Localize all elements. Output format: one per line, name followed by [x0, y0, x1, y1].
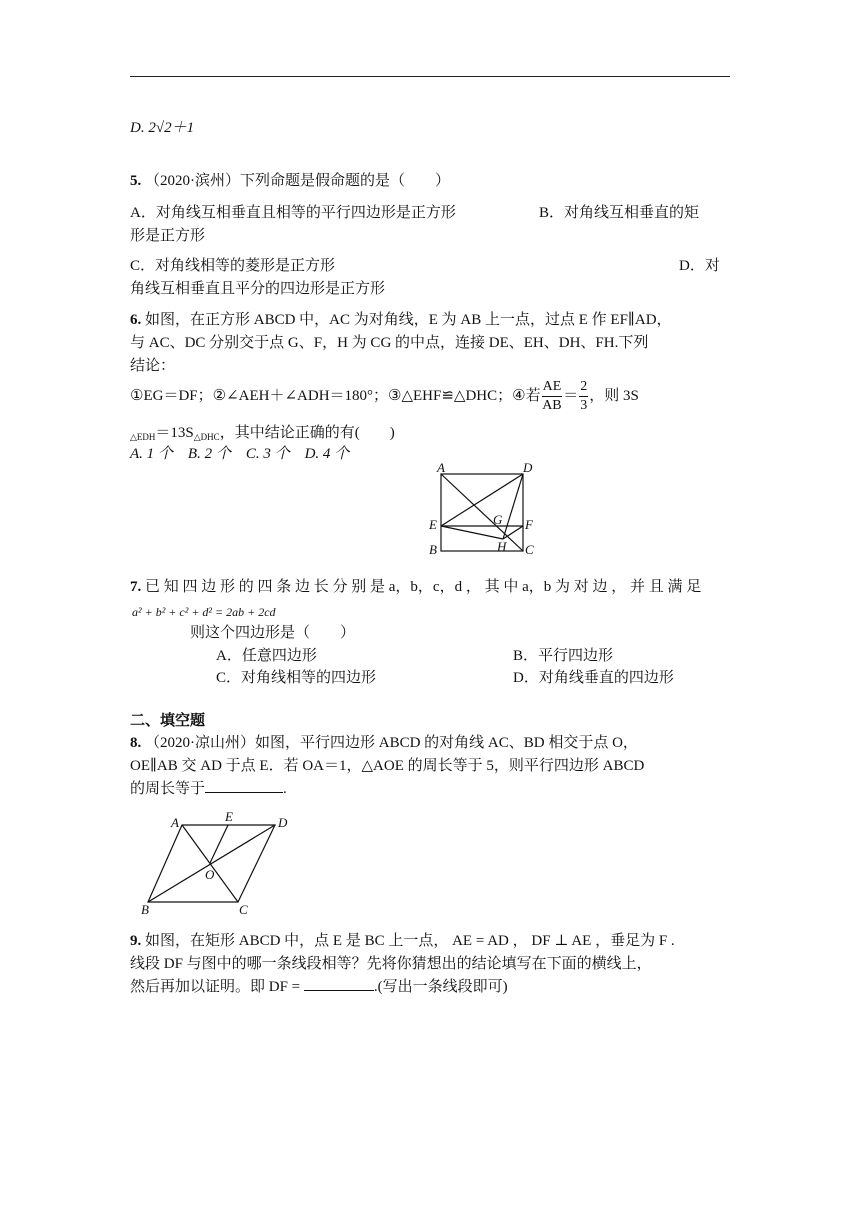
q5-option-b: B．对角线互相垂直的矩	[539, 205, 700, 221]
label-d: D	[278, 815, 288, 830]
label-h: H	[497, 539, 507, 554]
q9-line1	[130, 930, 675, 952]
q5-option-d: D．对	[679, 258, 720, 274]
diagonal-ac	[182, 825, 238, 902]
segment-eh	[441, 526, 503, 539]
q9-line2: 线段 DF 与图中的哪一条线段相等？先将你猜想出的结论填写在下面的横线上，	[130, 956, 652, 972]
q8-answer-blank[interactable]	[205, 792, 283, 793]
q9-line1-text: 如图，在矩形 ABCD 中，点 E 是 BC 上一点， AE = AD ， DF ⊥ AE ，垂足为 F .	[145, 933, 675, 949]
label-a: A	[437, 460, 445, 475]
q6-conclusions-text: ①EG＝DF；②∠AEH＋∠ADH＝180°；③△EHF≌△DHC；④若	[130, 388, 541, 404]
q8-number: 8.	[130, 735, 142, 751]
label-d: D	[523, 460, 533, 475]
q6-line1	[130, 309, 672, 331]
q8-line1	[130, 732, 638, 754]
q9-number: 9.	[130, 933, 142, 949]
prev-option-d: D. 2√2＋1	[130, 120, 195, 136]
q8-line1-text: （2020·凉山州）如图，平行四边形 ABCD 的对角线 AC、BD 相交于点 O，	[145, 735, 638, 751]
q7-option-a: A．任意四边形	[216, 648, 317, 664]
q5-option-c: C．对角线相等的菱形是正方形	[130, 258, 336, 274]
fraction-ae-ab: $\frac{AE}{AB}$	[542, 379, 562, 414]
label-f: F	[525, 517, 533, 532]
q6-number: 6.	[130, 312, 142, 328]
q8-line2: OE∥AB 交 AD 于点 E．若 OA＝1，△AOE 的周长等于 5，则平行四边形 ABCD	[130, 758, 645, 774]
fraction-2-3: $\frac{2}{3}$	[580, 379, 588, 414]
q9-line3: 然后再加以证明。即 DF = .(写出一条线段即可)	[130, 979, 508, 995]
q6-line1-text: 如图，在正方形 ABCD 中，AC 为对角线，E 为 AB 上一点，过点 E 作 EF∥AD，	[145, 312, 672, 328]
q7-option-c: C．对角线相等的四边形	[216, 670, 377, 686]
label-e: E	[429, 517, 437, 532]
label-c: C	[239, 902, 248, 917]
label-c: C	[525, 542, 534, 557]
q7-option-d: D．对角线垂直的四边形	[513, 670, 674, 686]
q6-line5: $_{\triangle EDH}=13S_{\triangle DHC}$，其中结论正确的有( )	[130, 425, 395, 442]
q7-line1	[130, 576, 701, 598]
label-b: B	[141, 902, 149, 917]
q7-number: 7.	[130, 579, 142, 595]
label-e: E	[225, 809, 233, 824]
q5-number: 5.	[130, 173, 142, 189]
segment-de	[441, 474, 523, 526]
label-a: A	[171, 815, 179, 830]
q5-option-a: A．对角线互相垂直且相等的平行四边形是正方形	[130, 205, 456, 221]
q5-stem-text: （2020·滨州）下列命题是假命题的是（ ）	[145, 173, 450, 189]
q6-conclusions: ①EG＝DF；②∠AEH＋∠ADH＝180°；③△EHF≌△DHC；④若 $\frac{AE}{AB}$ ＝ $\frac{2}{3}$ ，则 3S	[130, 379, 639, 414]
segment-dh	[503, 474, 523, 539]
header-rule	[130, 76, 730, 77]
q7-line1-text: 已 知 四 边 形 的 四 条 边 长 分 别 是 a，b，c，d ， 其 中 a，b 为 对 边 ， 并 且 满 足	[145, 579, 702, 595]
q5-option-d-cont: 角线互相垂直且平分的四边形是正方形	[130, 281, 386, 297]
q6-square-figure	[425, 460, 545, 560]
q6-line3: 结论：	[130, 358, 176, 374]
q5-stem	[130, 170, 450, 192]
label-b: B	[429, 542, 437, 557]
q6-options: A. 1 个 B. 2 个 C. 3 个 D. 4 个	[130, 446, 350, 462]
q5-option-b-cont: 形是正方形	[130, 228, 206, 244]
q6-line2: 与 AC、DC 分别交于点 G、F，H 为 CG 的中点，连接 DE、EH、DH、FH.下列	[130, 335, 649, 351]
label-o: O	[205, 867, 215, 882]
q7-line2: 则这个四边形是（ ）	[190, 625, 356, 641]
q7-formula: a² + b² + c² + d² = 2ab + 2cd	[132, 605, 276, 619]
label-g: G	[493, 512, 503, 527]
q9-answer-blank[interactable]	[304, 990, 374, 991]
q8-line3: 的周长等于 .	[130, 781, 287, 797]
section-fill-in: 二、填空题	[130, 713, 206, 729]
segment-oe	[210, 825, 228, 863]
q7-option-b: B．平行四边形	[513, 648, 614, 664]
q8-parallelogram-figure	[135, 808, 305, 920]
